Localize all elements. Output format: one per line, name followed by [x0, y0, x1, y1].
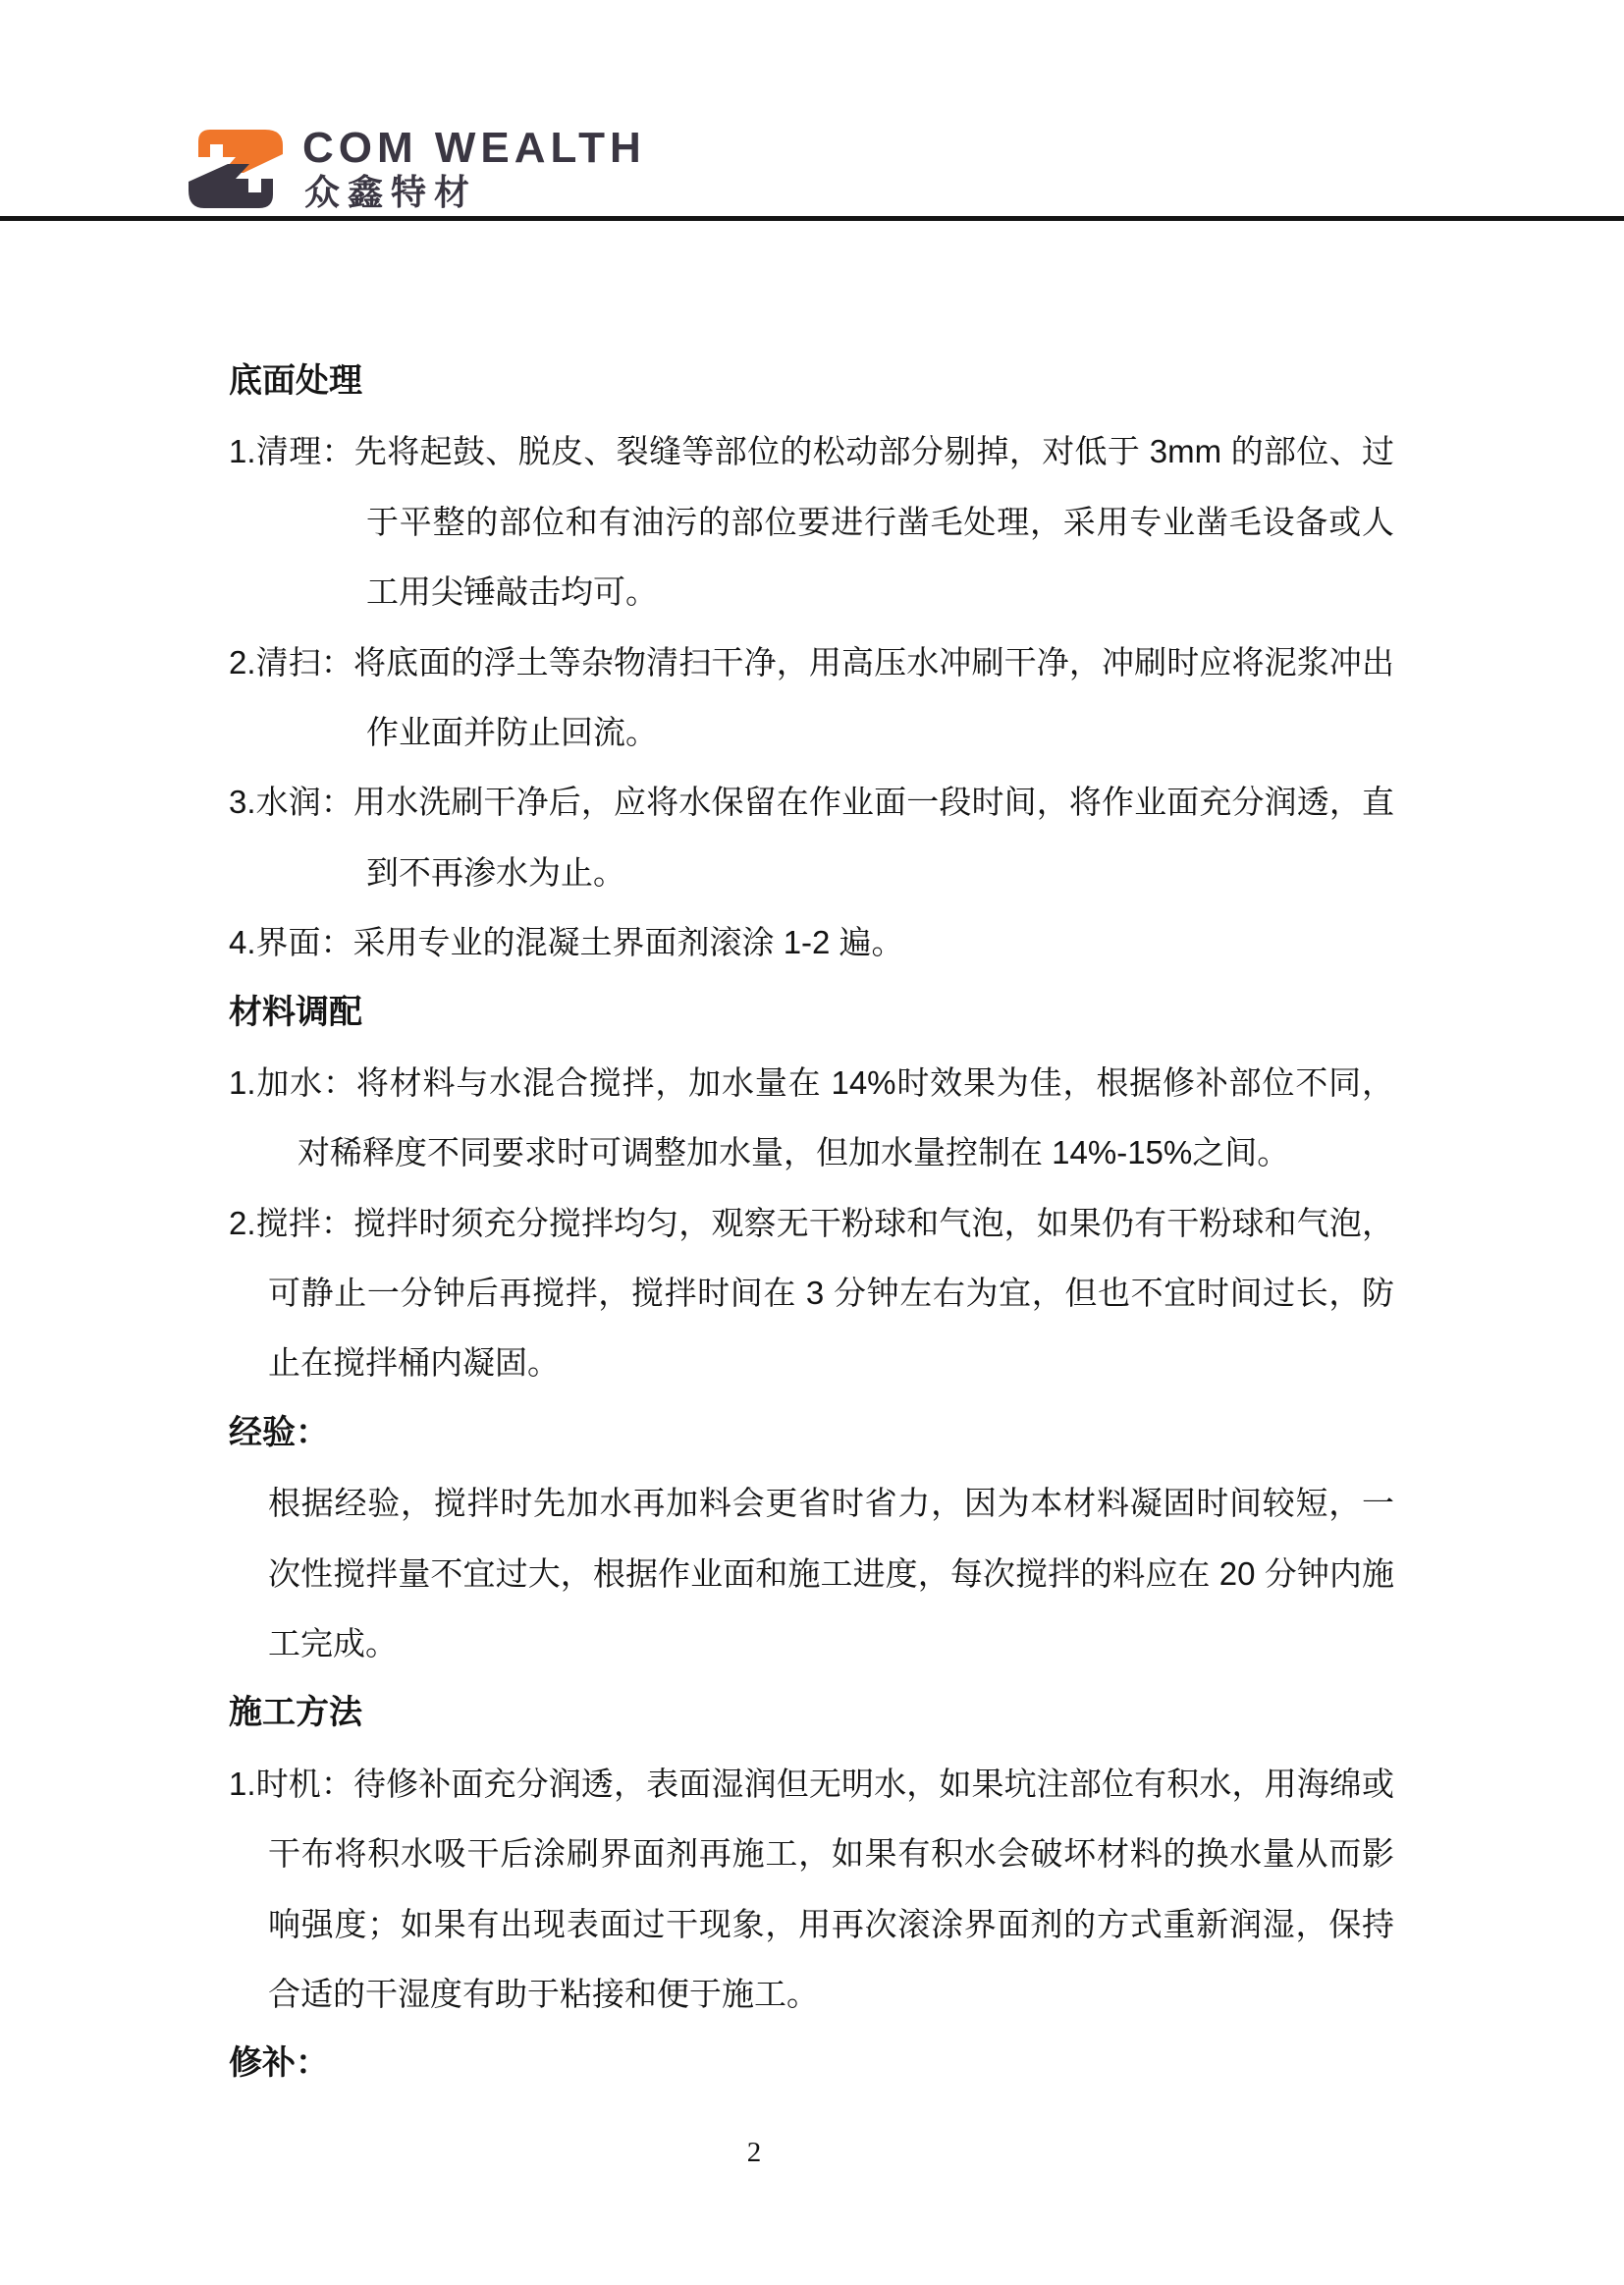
- text-line: 响强度；如果有出现表面过干现象，用再次滚涂界面剂的方式重新润湿，保持: [268, 1905, 1394, 1942]
- text-line: 合适的干湿度有助于粘接和便于施工。: [268, 1975, 819, 2012]
- brand-name-english: COM WEALTH: [302, 124, 646, 172]
- section-heading: 材料调配: [229, 993, 362, 1031]
- text-line: 干布将积水吸干后涂刷界面剂再施工，如果有积水会破坏材料的换水量从而影: [268, 1835, 1394, 1873]
- document-body: [229, 347, 1394, 2099]
- page-header: [0, 0, 1624, 218]
- text-line: 次性搅拌量不宜过大，根据作业面和施工进度，每次搅拌的料应在 20 分钟内施: [268, 1554, 1394, 1592]
- text-line: 4.界面：采用专业的混凝土界面剂滚涂 1-2 遍。: [229, 924, 904, 961]
- text-line: 可静止一分钟后再搅拌，搅拌时间在 3 分钟左右为宜，但也不宜时间过长，防: [268, 1275, 1394, 1312]
- section-heading: 经验：: [229, 1413, 329, 1451]
- company-logo-icon: [185, 128, 287, 210]
- text-line: 对稀释度不同要求时可调整加水量，但加水量控制在 14%-15%之间。: [298, 1134, 1290, 1171]
- text-line: 2.搅拌：搅拌时须充分搅拌均匀，观察无干粉球和气泡，如果仍有干粉球和气泡，: [229, 1204, 1394, 1241]
- text-line: 根据经验，搅拌时先加水再加料会更省时省力，因为本材料凝固时间较短，一: [268, 1485, 1394, 1522]
- header-divider: [0, 216, 1624, 221]
- text-line: 2.清扫：将底面的浮土等杂物清扫干净，用高压水冲刷干净，冲刷时应将泥浆冲出: [229, 643, 1394, 680]
- text-line: 作业面并防止回流。: [366, 713, 658, 750]
- brand-name-chinese: 众鑫特材: [304, 172, 478, 212]
- text-line: 1.清理：先将起鼓、脱皮、裂缝等部位的松动部分剔掉，对低于 3mm 的部位、过: [229, 433, 1394, 470]
- text-line: 到不再渗水为止。: [366, 853, 625, 891]
- text-line: 1.时机：待修补面充分润透，表面湿润但无明水，如果坑注部位有积水，用海绵或: [229, 1765, 1394, 1802]
- text-line: 工完成。: [268, 1625, 398, 1662]
- page-number: 2: [746, 2137, 762, 2168]
- text-line: 于平整的部位和有油污的部位要进行凿毛处理，采用专业凿毛设备或人: [366, 503, 1394, 540]
- text-line: 工用尖锤敲击均可。: [366, 573, 658, 611]
- text-line: 3.水润：用水洗刷干净后，应将水保留在作业面一段时间，将作业面充分润透，直: [229, 784, 1394, 821]
- section-heading: 修补：: [229, 2044, 329, 2083]
- section-heading: 施工方法: [229, 1694, 362, 1732]
- text-line: 1.加水：将材料与水混合搅拌，加水量在 14%时效果为佳，根据修补部位不同，: [229, 1063, 1394, 1101]
- section-heading: 底面处理: [229, 362, 362, 400]
- text-line: 止在搅拌桶内凝固。: [268, 1344, 560, 1382]
